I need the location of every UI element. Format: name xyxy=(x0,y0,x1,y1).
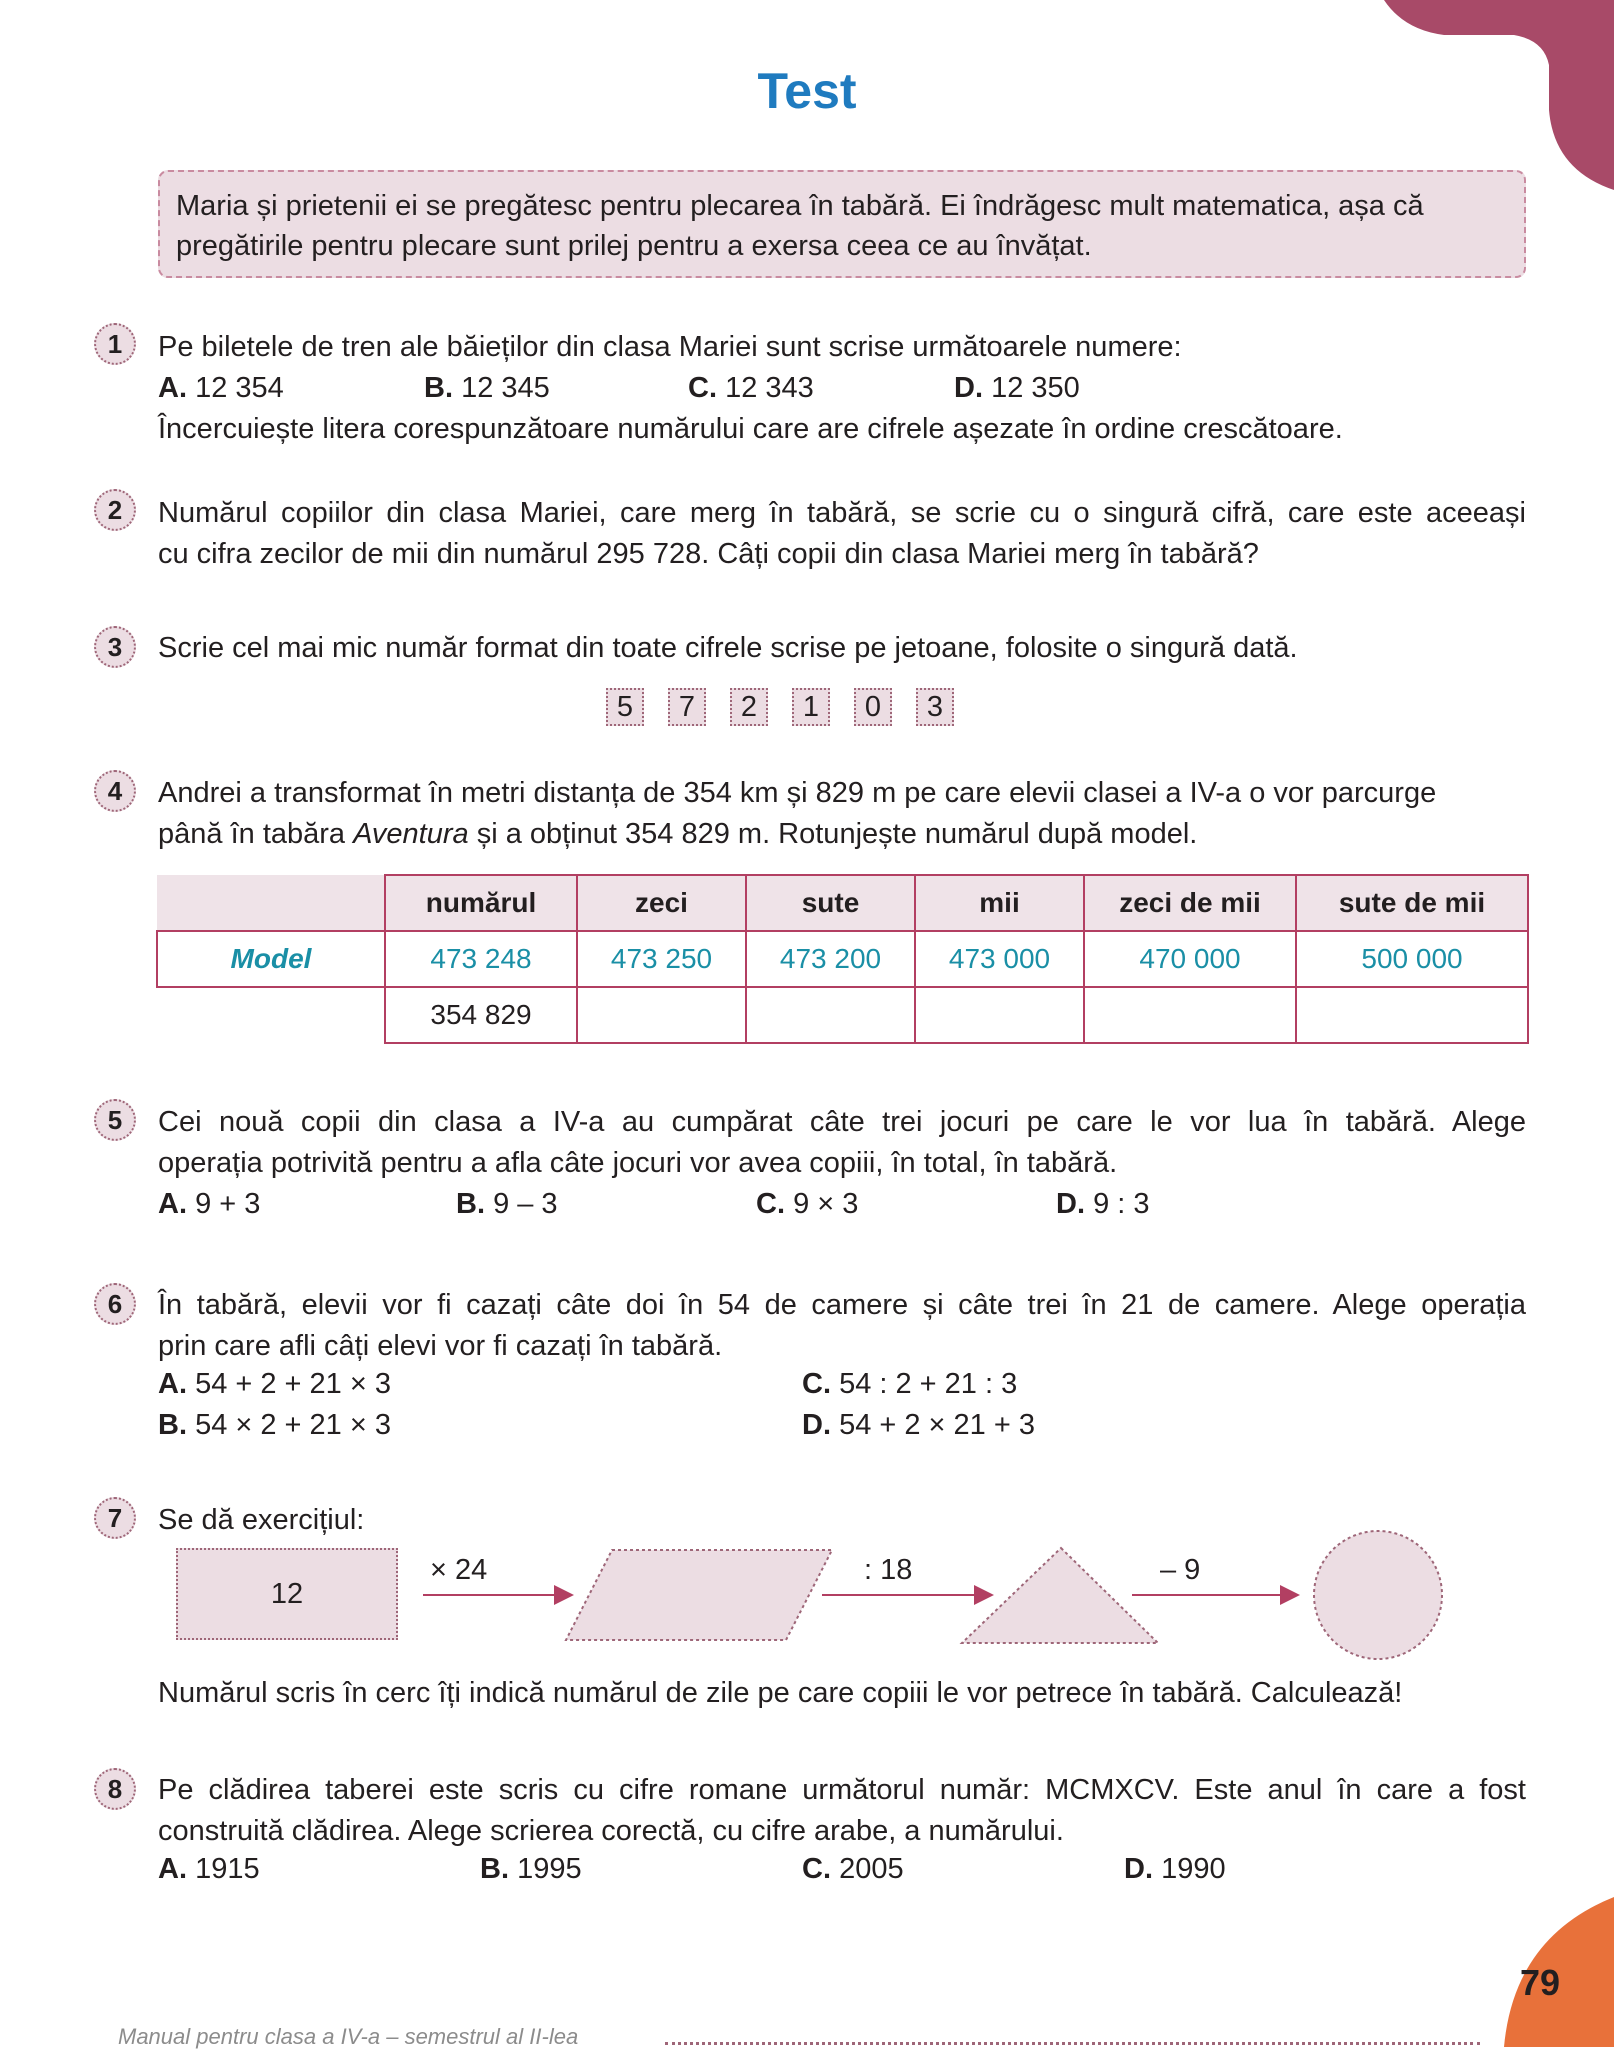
q1-text: Pe biletele de tren ale băieților din clasa Mariei sunt scrise următoarele numere: xyxy=(158,331,1182,363)
question-number-2: 2 xyxy=(94,489,136,531)
footer-divider xyxy=(665,2042,1480,2045)
q8-text-line-1: Pe clădirea taberei este scris cu cifre romane următorul număr: MCMXCV. Este anul în care a fost xyxy=(158,1774,1526,1806)
q6-text-line-1: În tabără, elevii vor fi cazați câte doi în 54 de camere și câte trei în 21 de camere. Alege operația xyxy=(158,1289,1526,1321)
q2-text-line-2: cu cifra zecilor de mii din numărul 295 728. Câți copii din clasa Mariei merg în tabără? xyxy=(158,538,1259,570)
q7-text: Se dă exercițiul: xyxy=(158,1504,365,1536)
q6-option-c[interactable]: C. 54 : 2 + 21 : 3 xyxy=(802,1368,1018,1400)
q1-instruction: Încercuiește litera corespunzătoare numărului care are cifrele așezate în ordine crescătoare. xyxy=(158,413,1343,445)
operation-divide: : 18 xyxy=(864,1554,913,1586)
q1-option-a[interactable]: A. 12 354 xyxy=(158,372,284,404)
q2-text-line-1: Numărul copiilor din clasa Mariei, care merg în tabără, se scrie cu o singură cifră, care este aceeași xyxy=(158,497,1526,529)
operation-multiply: × 24 xyxy=(430,1554,488,1586)
table-cell: 473 250 xyxy=(577,931,746,987)
parallelogram-shape xyxy=(566,1550,832,1640)
q5-option-a[interactable]: A. 9 + 3 xyxy=(158,1188,261,1220)
table-header: numărul xyxy=(385,875,577,931)
digit-token: 2 xyxy=(730,688,768,726)
q6-option-d[interactable]: D. 54 + 2 × 21 + 3 xyxy=(802,1409,1035,1441)
question-number-8: 8 xyxy=(94,1768,136,1810)
digit-token: 5 xyxy=(606,688,644,726)
q8-option-c[interactable]: C. 2005 xyxy=(802,1853,904,1885)
q5-option-d[interactable]: D. 9 : 3 xyxy=(1056,1188,1150,1220)
q4-text-line-2: până în tabăra Aventura și a obținut 354 829 m. Rotunjește numărul după model. xyxy=(158,818,1198,850)
start-rectangle: 12 xyxy=(176,1548,398,1640)
table-header: sute de mii xyxy=(1296,875,1528,931)
q8-option-d[interactable]: D. 1990 xyxy=(1124,1853,1226,1885)
table-cell: 354 829 xyxy=(385,987,577,1043)
question-number-7: 7 xyxy=(94,1497,136,1539)
q6-option-a[interactable]: A. 54 + 2 + 21 × 3 xyxy=(158,1368,391,1400)
page-number: 79 xyxy=(1520,1962,1561,2003)
q1-option-d[interactable]: D. 12 350 xyxy=(954,372,1080,404)
table-cell: 473 000 xyxy=(915,931,1084,987)
q8-option-a[interactable]: A. 1915 xyxy=(158,1853,260,1885)
question-number-5: 5 xyxy=(94,1099,136,1141)
q6-option-b[interactable]: B. 54 × 2 + 21 × 3 xyxy=(158,1409,391,1441)
question-number-6: 6 xyxy=(94,1283,136,1325)
question-number-3: 3 xyxy=(94,626,136,668)
table-header: mii xyxy=(915,875,1084,931)
table-header: zeci de mii xyxy=(1084,875,1296,931)
q8-text-line-2: construită clădirea. Alege scrierea corectă, cu cifre arabe, a numărului. xyxy=(158,1815,1064,1847)
question-number-1: 1 xyxy=(94,323,136,365)
q5-text-line-1: Cei nouă copii din clasa a IV-a au cumpărat câte trei jocuri pe care le vor lua în tabără. Alege xyxy=(158,1106,1526,1138)
table-header: sute xyxy=(746,875,915,931)
q1-option-c[interactable]: C. 12 343 xyxy=(688,372,814,404)
q5-option-b[interactable]: B. 9 – 3 xyxy=(456,1188,558,1220)
q3-text: Scrie cel mai mic număr format din toate cifrele scrise pe jetoane, folosite o singură dată. xyxy=(158,632,1298,664)
table-header: zeci xyxy=(577,875,746,931)
q1-option-b[interactable]: B. 12 345 xyxy=(424,372,550,404)
q6-text-line-2: prin care afli câți elevi vor fi cazați în tabără. xyxy=(158,1330,723,1362)
table-cell: 473 248 xyxy=(385,931,577,987)
q8-option-b[interactable]: B. 1995 xyxy=(480,1853,582,1885)
digit-token: 1 xyxy=(792,688,830,726)
table-cell: 473 200 xyxy=(746,931,915,987)
intro-box: Maria și prietenii ei se pregătesc pentru plecarea în tabără. Ei îndrăgesc mult matematica, așa că pregătirile pentru plecare sunt prilej pentru a exersa ceea ce au învățat. xyxy=(158,170,1526,278)
table-cell: 470 000 xyxy=(1084,931,1296,987)
digit-token: 3 xyxy=(916,688,954,726)
digit-token: 0 xyxy=(854,688,892,726)
footer-text: Manual pentru clasa a IV-a – semestrul al II-lea xyxy=(118,2024,579,2049)
q5-text-line-2: operația potrivită pentru a afla câte jocuri vor avea copiii, în total, în tabără. xyxy=(158,1147,1118,1179)
operation-subtract: – 9 xyxy=(1160,1554,1201,1586)
q5-option-c[interactable]: C. 9 × 3 xyxy=(756,1188,859,1220)
table-cell: 500 000 xyxy=(1296,931,1528,987)
result-circle xyxy=(1314,1531,1442,1659)
digit-token: 7 xyxy=(668,688,706,726)
q7-conclusion: Numărul scris în cerc îți indică numărul de zile pe care copiii le vor petrece în tabără. Calculează! xyxy=(158,1677,1403,1709)
question-number-4: 4 xyxy=(94,770,136,812)
model-label: Model xyxy=(157,931,385,987)
q4-text-line-1: Andrei a transformat în metri distanța de 354 km și 829 m pe care elevii clasei a IV-a o vor parcurge xyxy=(158,777,1437,809)
page-title: Test xyxy=(757,63,857,119)
